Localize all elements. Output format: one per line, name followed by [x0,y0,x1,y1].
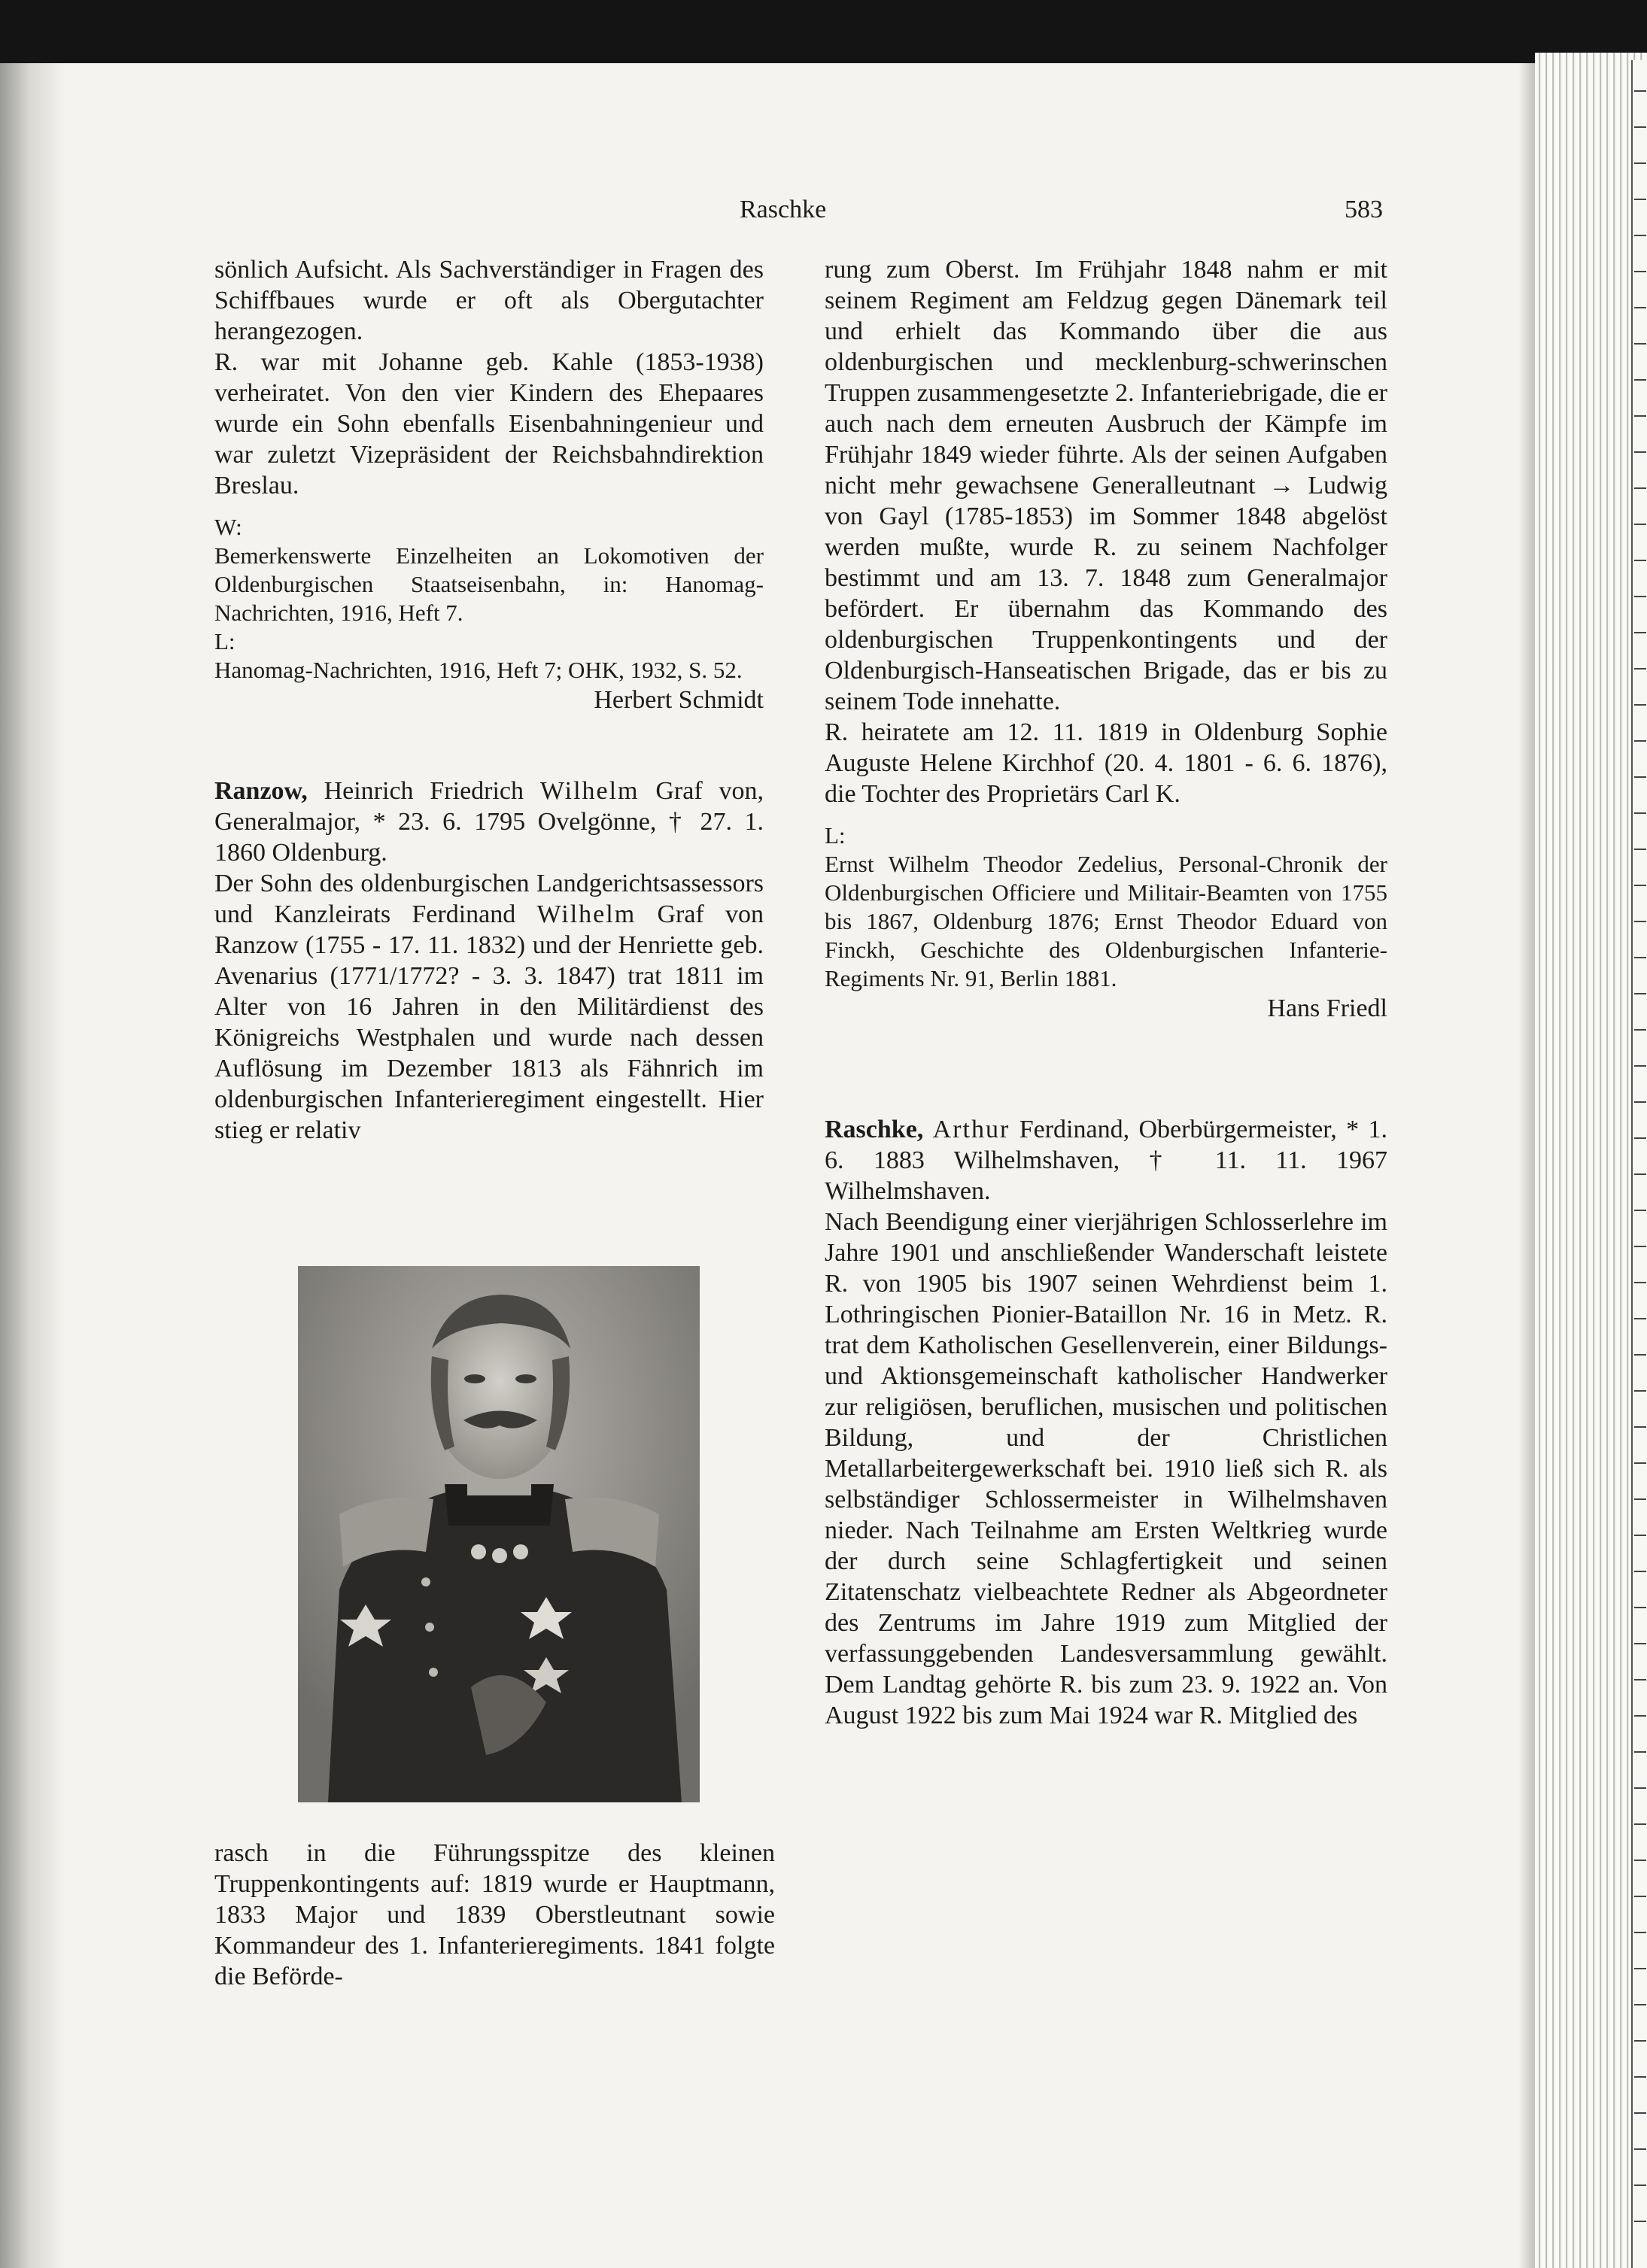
text-paragraph: rasch in die Führungsspitze des kleinen Truppenkontingents auf: 1819 wurde er Hauptmann, 1833 Major und 1839 Oberstleutnant sowie Kommandeur des 1. Infanterieregiments. 1841 folgte die Beförde- [214,1839,775,1990]
ruler-tick [1634,2185,1646,2186]
entry-details: Ferdinand, Oberbürgermeister, * 1. 6. 1883 Wilhelmshaven, † 11. 11. 1967 Wilhelmshaven. [825,1116,1387,1205]
ruler-tick [1634,1679,1646,1681]
ruler-tick [1634,776,1646,778]
ruler-tick [1634,379,1646,381]
ruler-tick [1634,1318,1646,1319]
ruler-tick [1634,2148,1646,2150]
ruler-tick [1634,560,1646,561]
ruler-tick [1634,1210,1646,1211]
ruler-tick [1634,2004,1646,2005]
ruler-tick [1634,1390,1646,1392]
ruler-tick [1634,740,1646,742]
entry-body-start: Der Sohn des oldenburgischen Landgerichtsassessors und Kanzleirats Ferdinand [214,870,764,928]
left-column-top [214,254,764,1146]
ruler-tick [1634,1462,1646,1464]
author-signature: Hans Friedl [1267,994,1387,1022]
literature-label: L: [214,628,236,654]
right-column [825,254,1387,1731]
entry-body: Nach Beendigung einer vierjährigen Schlosserlehre im Jahre 1901 und anschließender Wanderschaft leistete R. von 1905 bis 1907 seinen Wehrdienst beim 1. Lothringischen Pionier-Bataillon Nr. 16 in Metz. R. trat dem Katholischen Gesellenverein, einer Bildungs- und Aktionsgemeinschaft katholischer Handwerker zur religiösen, beruflichen, musischen und politischen Bildung, und der Christlichen Metallarbeitergewerkschaft bei. 1910 ließ sich R. als selbständiger Schlossermeister in Wilhelmshaven nieder. Nach Teilnahme am Ersten Weltkrieg wurde der durch seine Schlagfertigkeit und seinen Zitatenschatz vielbeachtete Redner als Abgeordneter des Zentrums im Jahre 1919 zum Mitglied der verfassunggebenden Landesversammlung gewählt. Dem Landtag gehörte R. bis zum 23. 9. 1922 an. Von August 1922 bis zum Mai 1924 war R. Mitglied des [825,1208,1387,1729]
literature-text: Ernst Wilhelm Theodor Zedelius, Personal-Chronik der Oldenburgischen Officiere und Militair-Beamten von 1755 bis 1867, Oldenburg 1876; Ernst Theodor Eduard von Finckh, Geschichte des Oldenburgischen Infanterie-Regiments Nr. 91, Berlin 1881. [825,851,1387,991]
entry-given-names: Heinrich Friedrich [324,777,524,805]
entry-callname: Wilhelm [539,777,640,805]
author-signature: Herbert Schmidt [594,686,764,714]
ruler-tick [1634,1535,1646,1536]
ruler-tick [1634,1896,1646,1897]
page-stack-edges [1535,53,1647,2268]
left-column-bottom [214,1838,775,1992]
ruler-tick [1634,1065,1646,1067]
ruler-tick [1634,1498,1646,1500]
ruler-tick [1634,1426,1646,1428]
ruler-tick [1634,2076,1646,2078]
text-paragraph: R. heiratete am 12. 11. 1819 in Oldenburg Sophie Auguste Helene Kirchhof (20. 4. 1801 - 6. 6. 1876), die Tochter des Proprietärs Carl K. [825,718,1387,808]
works-text: Bemerkenswerte Einzelheiten an Lokomotiven der Oldenburgischen Staatseisenbahn, in: Hanomag-Nachrichten, 1916, Heft 7. [214,542,764,626]
ruler-tick [1634,1787,1646,1789]
ruler-tick [1634,2221,1646,2222]
ruler-tick [1634,162,1646,164]
ruler-tick [1634,1137,1646,1139]
ruler-tick [1634,451,1646,453]
ruler-tick [1634,1354,1646,1356]
text-paragraph: R. war mit Johanne geb. Kahle (1853-1938) verheiratet. Von den vier Kindern des Ehepaares wurde ein Sohn ebenfalls Eisenbahningenieur und war zuletzt Vizepräsident der Reichsbahndirektion Breslau. [214,348,764,499]
ruler-strip [1631,60,1647,2268]
ruler-tick [1634,1282,1646,1283]
ruler-tick [1634,668,1646,669]
page-number: 583 [1345,196,1383,223]
ruler-tick [1634,993,1646,994]
entry-surname: Ranzow, [214,777,308,805]
ruler-tick [1634,596,1646,597]
ruler-tick [1634,1607,1646,1608]
entry-surname: Raschke, [825,1116,924,1143]
entry-heading [825,1114,1387,1207]
ruler-tick [1634,1571,1646,1572]
scanner-top-edge [0,0,1647,63]
ruler-tick [1634,2112,1646,2114]
ruler-tick [1634,2040,1646,2042]
ruler-tick [1634,199,1646,200]
ruler-tick [1634,307,1646,308]
literature-label: L: [825,822,846,849]
ruler-tick [1634,704,1646,706]
ruler-tick [1634,1968,1646,1969]
ruler-tick [1634,126,1646,128]
ruler-tick [1634,1101,1646,1103]
ruler-tick [1634,1932,1646,1933]
ruler-tick [1634,415,1646,417]
ruler-tick [1634,1029,1646,1031]
ruler-tick [1634,812,1646,814]
ruler-tick [1634,849,1646,850]
ruler-tick [1634,632,1646,633]
ruler-tick [1634,921,1646,922]
literature-text: Hanomag-Nachrichten, 1916, Heft 7; OHK, 1932, S. 52. [214,657,743,683]
works-label: W: [214,514,242,540]
text-paragraph: sönlich Aufsicht. Als Sachverständiger in Fragen des Schiffbaues wurde er oft als Obergutachter herangezogen. [214,256,764,345]
ruler-tick [1634,1751,1646,1753]
entry-callname: Arthur [932,1116,1010,1143]
portrait-photo [298,1266,700,1802]
ruler-tick [1634,235,1646,236]
ruler-tick [1634,487,1646,489]
entry-details: Graf von, Generalmajor, * 23. 6. 1795 Ovelgönne, † 27. 1. 1860 Oldenburg. [214,777,764,867]
ruler-tick [1634,343,1646,345]
entry-body-rest: Graf von Ranzow (1755 - 17. 11. 1832) und der Henriette geb. Avenarius (1771/1772? - 3. 3. 1847) trat 1811 im Alter von 16 Jahren in den Militärdienst des Königreichs Westphalen und wurde nach dessen Auflösung im Dezember 1813 als Fähnrich im oldenburgischen Infanterieregiment eingestellt. Hier stieg er relativ [214,900,764,1144]
entry-heading [214,776,764,868]
ruler-tick [1634,1173,1646,1175]
portrait-illustration [298,1266,700,1802]
ruler-tick [1634,957,1646,958]
ruler-tick [1634,1823,1646,1825]
page-gutter-shadow [0,63,65,2268]
ruler-tick [1634,1860,1646,1861]
ruler-tick [1634,885,1646,886]
ruler-tick [1634,1246,1646,1247]
ruler-tick [1634,524,1646,525]
running-head: Raschke [740,196,827,223]
ruler-tick [1634,1715,1646,1717]
text-paragraph: rung zum Oberst. Im Frühjahr 1848 nahm er mit seinem Regiment am Feldzug gegen Dänemark teil und erhielt das Kommando über die aus oldenburgischen und mecklenburg-schwerinschen Truppen zusammengesetzte 2. Infanteriebrigade, die er auch nach dem erneuten Ausbruch der Kämpfe im Frühjahr 1849 wieder führte. Als der seinen Aufgaben nicht mehr gewachsene Generalleutnant → Ludwig von Gayl (1785-1853) im Sommer 1848 abgelöst werden mußte, wurde R. zu seinem Nachfolger bestimmt und am 13. 7. 1848 zum Generalmajor befördert. Er übernahm das Kommando des oldenburgischen Truppenkontingents und der Oldenburgisch-Hanseatischen Brigade, das er bis zu seinem Tode innehatte. [825,256,1387,715]
ruler-tick [1634,1643,1646,1644]
ruler-tick [1634,90,1646,92]
ruler-tick [1634,271,1646,272]
page-header [214,196,1383,229]
entry-body [214,868,764,1146]
entry-body-callname: Wilhelm [536,900,637,928]
